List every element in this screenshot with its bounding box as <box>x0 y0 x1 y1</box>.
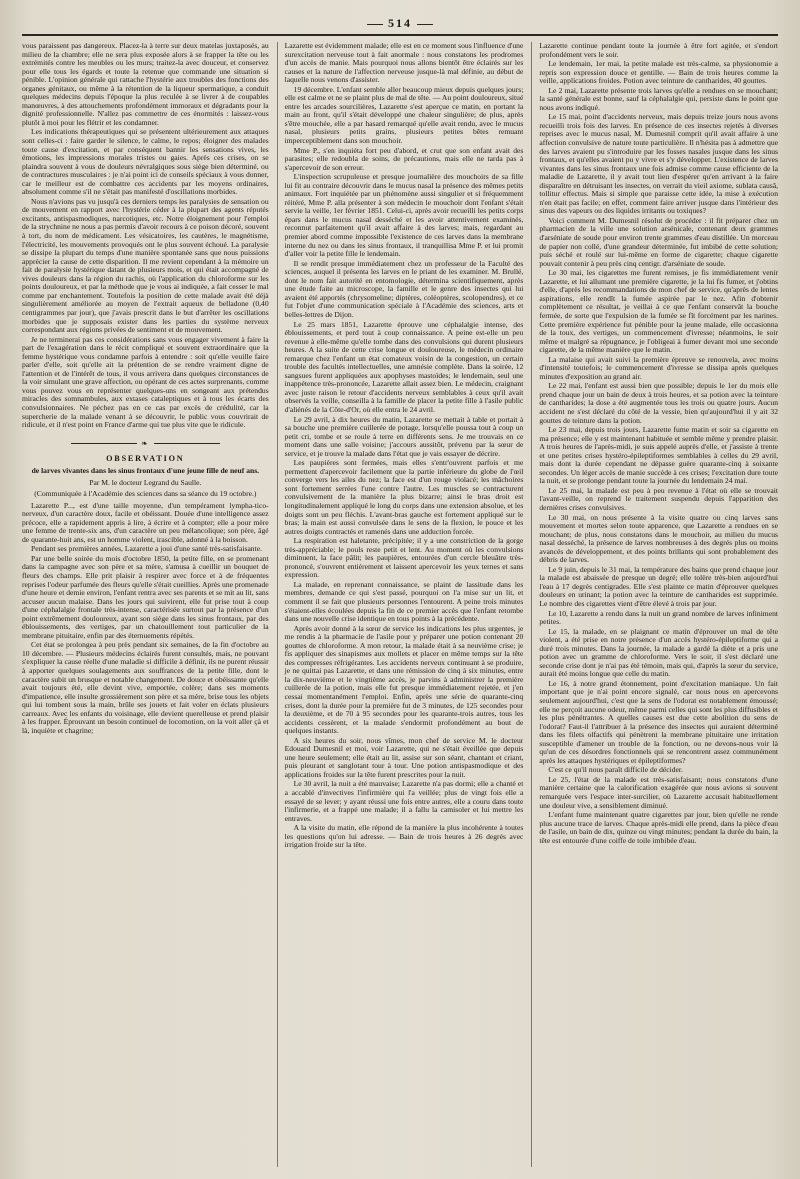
paragraph: Le 23 mai, depuis trois jours, Lazarette fume matin et soir sa cigarette en ma présence; elle y est maintenant habituée et semble même y prendre plaisir. A trois heures de l'après-midi, je suis appelé auprès d'elle, et j'assiste à trente et une petites crises hystéro-épileptiformes semblables à celles du 29 avril, mais dont la durée cependant ne dépasse guère quarante-cinq à soixante secondes. Un léger accès de manie succède à ces crises; l'excitation dure toute la nuit, et se prolonge pendant toute la journée du lendemain 24 mai. <box>539 425 778 486</box>
paragraph: Le 2 mai, Lazarette présente trois larves qu'elle a rendues en se mouchant; la santé générale est bonne, sauf la céphalalgie qui, persiste dans le point que nous avons indiqué. <box>539 85 778 112</box>
paragraph: Le 9 juin, depuis le 31 mai, la température des bains que prend chaque jour la malade est abaissée de presque un degré; elle tolère très-bien aujourd'hui l'eau à 17 degrés centigrades. Elle s'est plainte ce matin d'éprouver quelques douleurs en urinant; la potion avec la teinture de cantharides est supprimée. Le nombre des cigarettes vient d'être élevé à trois par jour. <box>539 564 778 608</box>
paragraph: Je ne terminerai pas ces considérations sans vous engager vivement à faire la part de l'exagération dans le récit compliqué et souvent extraordinaire que la femme hystérique vous condamne parfois à entendre : soit qu'elle veuille faire parler d'elle, soit qu'elle ait la prétention de se rendre vraiment digne de l'attention et de l'intérêt de tous, il vous arrivera dans quelques circonstances de la voir simulant une grave affection, ou opérant de ces actes surprenants, comme vous pouvez vous en représenter quelques-uns en songeant aux prétendus miracles des somnambules, aux extases cataleptiques et à tous les écarts des convulsionnaires. Ne péchez pas en ce cas par excès de crédulité, car la supercherie de la malade venant à se découvrir, le public vous couvrirait de ridicule, et il n'est point en France d'arme qui tue plus vite que le ridicule. <box>22 334 269 430</box>
paragraph: Le 16, à notre grand étonnement, point d'excitation maniaque. Un fait important que je n'ai point encore signalé, car nous nous en apercevons seulement aujourd'hui, c'est que la sens de l'odorat est notablement émoussé; elle ne perçoit aucune odeur, même parmi celles qui sont les plus diffusibles et les plus pénétrantes. A quelles causes est due cette abolition du sens de l'odorat? Faut-il l'attribuer à la présence des insectes qui auraient déterminé dans les filets olfactifs qui pénètrent la membrane pituitaire une irritation susceptible d'amener un trouble de la fonction, ou ne devons-nous voir là qu'un de ces désordres fonctionnels qui se rencontrent assez communément après les attaques hystériques et épileptiformes? <box>539 678 778 765</box>
paragraph: Voici comment M. Dumesnil résolut de procéder : il fit préparer chez un pharmacien de la ville une solution arsénicale, contenant deux grammes d'arséniate de soude pour environ trente grammes d'eau distillée. Un morceau de papier non collé, d'une grandeur déterminée, fut imbibé de cette solution; puis séché et roulé sur lui-même en forme de cigarette; chaque cigarette pouvait contenir à peu près cinq centigr. d'arséniate de soude. <box>539 215 778 268</box>
observation-author: Par M. le docteur Legrand du Saulle. <box>89 477 202 487</box>
paragraph: La malaise qui avait suivi la première épreuve se renouvela, avec moins d'intensité toutefois; le commencement d'ivresse se dissipa après quelques minutes d'exposition au grand air. <box>539 354 778 381</box>
paragraph: Les paupières sont fermées, mais elles s'entr'ouvrent parfois et me permettent d'apercevoir facilement que la partie inférieure du globe de l'œil converge vers les ailes du nez; la face est d'un rouge violacé; les mâchoires sont fortement serrées l'une contre l'autre. Les muscles se contracturent convulsivement de la manière la plus bizarre; ainsi le bras droit est longitudinalement appliqué le long du corps dans une extension absolue, et les doigts sont un peu fléchis. L'avant-bras gauche est fortement appliqué sur le bras; la main est aussi convulsée dans le sens de la flexion, le pouce et les autres doigts contractés et ramenés dans une adduction forcée. <box>284 458 524 536</box>
column-right <box>531 42 778 1167</box>
text-columns <box>22 42 778 1167</box>
paragraph: Les indications thérapeutiques qui se présentent ultérieurement aux attaques sont celles-ci : faire garder le silence, le calme, le repos; éloigner des malades toute cause d'excitation, et par conséquent bannir les sensations vives, les émotions, les impressions morales tristes ou gaies. Après ces crises, on se plaindra souvent à vous de douleurs névralgiques sous siège bien déterminé, ou de contractures musculaires : je n'ai point ici de conseils spéciaux à vous donner, car le meilleur est de combattre ces accidents par les moyens ordinaires, absolument comme s'il ne s'était pas manifesté d'oscillations morbides. <box>22 127 269 197</box>
paragraph: Par une belle soirée du mois d'octobre 1850, la petite fille, en se promenant dans la campagne avec son père et sa mère, s'amusa à cueillir un bouquet de fleurs des champs. Elle prit plaisir à respirer avec force et à de fréquentes reprises l'odeur parfumée des fleurs qu'elle s'était cueillies. Après une promenade d'une heure et demie environ, l'enfant rentra avec ses parents et se mit au lit, sans accuser aucun malaise. Dans les jours qui suivirent, elle fut prise tout à coup d'une céphalalgie frontale très-intense, caractérisée surtout par la présence d'un point extrêmement douloureux, ayant son siège dans les sinus frontaux, par des éblouissements, des vertiges, par un chatouillement tout particulier de la membrane pituitaire, enfin par des éternuements répétés. <box>22 553 269 640</box>
paragraph: Le 15 mai, point d'accidents nerveux, mais depuis treize jours nous avons recueilli trois fois des larves. En présence de ces insectes rejetés à diverses reprises avec le mucus nasal, M. Dumesnil comprit qu'il avait affaire à une affection convulsive de nature toute particulière. Il n'hésita pas à admettre que des larves avaient pu s'introduire par les fosses nasales jusque dans les sinus frontaux, et qu'elles avaient pu y vivre et s'y développer. L'existence de larves vivantes dans les sinus frontaux une fois admise comme cause efficiente de la maladie de Lazarette, il y avait tout lieu d'espérer qu'en arrivant à la faire disparaître en détruisant les insectes, on verrait du vieil axiome, sublata causâ, tollitur effectus. Mais si simple que paraisse cette idée, la mise à exécution n'en était pas facile; en effet, comment faire arriver jusque dans l'intérieur des sinus des vapeurs ou des liquides irritants ou toxiques? <box>539 112 778 216</box>
paragraph: Le 25, l'état de la malade est très-satisfaisant; nous constatons d'une manière certaine que la calorification exagérée que nous avions si souvent remarquée vers l'espace inter-surcilier, où Lazarette accusait habituellement une douleur vive, a sensiblement diminué. <box>539 774 778 810</box>
paragraph: Le 30 mai, on nous présente à la visite quatre ou cinq larves sans mouvement et mortes selon toute apparence, que Lazarette a rendues en se mouchant; de plus, nous constatons dans le mouchoir, au milieu du mucus nasal desséché, la présence de larves nombreuses à des degrés plus ou moins avancés de développement, et des points brillants qui sont probablement des débris de larves. <box>539 512 778 565</box>
paragraph: vous paraissent pas dangereux. Placez-la à terre sur deux matelas juxtaposés, au milieu de la chambre; elle ne sera plus exposée alors à se frapper la tête ou les extrémités contre les meubles ou les murs; traitez-la avec douceur, et conservez pour elle tous les égards et toute la retenue que commande une situation si pénible. L'opinion générale qui rattache l'hystérie aux troubles des fonctions des organes génitaux, ou même à la rétention de la liqueur spermatique, a conduit quelques médecins depuis l'époque la plus reculée à se livrer à de coupables manœuvres, à des attouchements profondément immoraux et dégradants pour la dignité professionnelle. N'allez pas commettre de ces énormités : laissez-vous plutôt à moi pour les flétrir et les condamner. <box>22 42 269 127</box>
observation-title: OBSERVATION <box>106 453 185 463</box>
paragraph: Le 30 avril, la nuit a été mauvaise; Lazarette n'a pas dormi; elle a chanté et a accablé d'invectives l'infirmière qui l'a veillée; plus de vingt fois elle a essayé de se lever; y ayant réussi une fois entre autres, elle a couru dans toute l'infirmerie, et a frappé une malade; il a fallu la camisoler et lui mettre les entraves. <box>284 779 524 823</box>
page-header <box>22 14 778 36</box>
paragraph: C'est ce qu'il nous paraît difficile de décider. <box>548 765 683 775</box>
paragraph: Lazarette P..., est d'une taille moyenne, d'un tempérament lympha-tico-nerveux, d'un caractère doux, facile et obéissant. Douée d'une intelligence assez précoce, elle a rapidement appris à lire, à écrire et à compter; elle a pour mère une femme de trente-six ans, d'un caractère un peu mélancolique; son père, âgé de quarante-huit ans, est un homme violent, irascible, adonné à la boisson. <box>22 500 269 544</box>
paragraph: Le 22 mai, l'enfant est aussi bien que possible; depuis le 1er du mois elle prend chaque jour un bain de deux à trois heures, et sa potion avec la teinture de cantharides; la dose a été augmentée tous les trois ou quatre jours. Aucun accident ne s'est déclaré du côté de la vessie, bien qu'aujourd'hui il y ait 32 gouttes de teinture dans la potion. <box>539 381 778 425</box>
paragraph: Lazarette est évidemment malade; elle est en ce moment sous l'influence d'une surexcitation nerveuse tout à fait anormale : nous constatons les prodromes d'un accès de manie. Mais pourquoi nous allons bientôt être éclairés sur les causes et la nature de l'affection nerveuse jusque-là mal définie, au début de laquelle nous venons d'assister. <box>284 42 524 85</box>
column-middle <box>277 42 524 1167</box>
paragraph: Le 29 avril, à dix heures du matin, Lazarette se mettait à table et portait à sa bouche une première cuillerée de potage, lorsqu'elle poussa tout à coup un petit cri, tombe et se roule à terre en différents sens. Je me trouvais en ce moment dans une salle voisine; j'accours aussitôt, prévenu par la sœur de service, et je trouve la malade dans l'état que je vais essayer de décrire. <box>284 414 524 458</box>
observation-note: (Communiquée à l'Académie des sciences dans sa séance du 19 octobre.) <box>34 488 257 498</box>
paragraph: Le 25 mai, la malade est peu à peu revenue à l'état où elle se trouvait l'avant-veille, on reprend le traitement suspendu depuis l'apparition des dernières crises convulsives. <box>539 485 778 512</box>
paragraph: Le lendemain, 1er mai, la petite malade est très-calme, sa physionomie a repris son expression douce et gentille. — Bain de trois heures comme la veille, applications froides. Potion avec teinture de cantharides, 40 gouttes. <box>539 59 778 86</box>
paragraph: Nous n'avions pas vu jusqu'à ces derniers temps les paralysies de sensation ou de mouvement en rapport avec l'hystérie céder à la plupart des agents réputés excitants, antispasmodiques, narcotiques, etc. Notre éloignement pour l'emploi de la strychnine ne nous a pas permis d'avoir recours à ce poison décoré, souvent à tort, du nom de médicament. Les vésicatoires, les cautères, le magnétisme, l'électricité, les mouvements provoqués ont le plus souvent échoué. La paralysie se dissipe la plupart du temps d'une manière spontanée sans que nous puissions apprécier la cause de cette disparition. Il me revient cependant à la mémoire un fait de paralysie hystérique datant de plusieurs mois, et qui était accompagné de vives douleurs dans la région du rachis, où l'application du chloroforme sur les points douloureux, et par la méthode que je vous ai indiquée, a fait cesser le mal comme par enchantement. Toutefois la position de cette malade avait été déjà singulièrement améliorée au moyen de l'extrait aqueux de belladone (0,40 centigrammes par jour), que j'avais prescrit dans le but d'arrêter les oscillations morbides que je supposais exister dans les parties du système nerveux correspondant aux régions privées de sentiment et de mouvement. <box>22 196 269 335</box>
page-number: 514 <box>22 16 778 31</box>
paragraph: L'enfant fume maintenant quatre cigarettes par jour, bien qu'elle ne rende plus aucune trace de larves. Chaque après-midi elle prend, dans la pièce d'eau de l'asile, un bain de dix, quinze ou vingt minutes; pendant la durée du bain, la tête est entourée d'une coiffe de toile imbibée d'eau. <box>539 810 778 845</box>
paragraph: Pendant ses premières années, Lazarette a joui d'une santé très-satisfaisante. <box>31 544 262 554</box>
paragraph: Lazarette continue pendant toute la journée à être fort agitée, et s'endort profondément vers le soir. <box>539 42 778 59</box>
paragraph: Cet état se prolongea à peu près pendant six semaines, de la fin d'octobre au 10 décembre. — Plusieurs médecins éclairés furent consultés, mais, ne pouvant s'expliquer la cause réelle d'une maladie si difficile à définir, ils ne purent réussir à apporter quelques soulagements aux souffrances de la petite fille, dont le caractère subit un brusque et notable changement. De douce et obéissante qu'elle avait toujours été, elle devint vive, emportée, colère; dans ses moments d'impatience, elle insulte grossièrement son père et sa mère, brise tous les objets qui lui tombent sous la main, brûle ses jouets et fait voler en éclats plusieurs carreaux. Avec les enfants du voisinage, elle devient querelleuse et prend plaisir à les frapper. Éprouvant un besoin continuel de locomotion, on la voit aller çà et là, inquiète et chagrine; <box>22 640 269 735</box>
column-left <box>22 42 269 1167</box>
header-rule <box>22 34 778 36</box>
paragraph: Après avoir donné à la sœur de service les indications les plus urgentes, je me rendis à la pharmacie de l'asile pour y préparer une potion contenant 20 gouttes de chloroforme. A mon retour, la malade était à sa neuvième crise; je fis appliquer des sinapismes aux mollets et placer en même temps sur la tête des compresses réfrigérantes. Les accidents nerveux continuant à se produire, je ne quittai pas Lazarette, et dans une rémission de cinq à six minutes, entre la dix-neuvième et le vingtième accès, je parvins à administrer la première cuillerée de la potion, mais elle fut presque immédiatement rejetée, et j'en cessai momentanément l'emploi. Enfin, après une série de quarante-cinq crises, dont la durée pour la première fut de 3 minutes, de 125 secondes pour la deuxième, et de 70 à 95 secondes pour les quarante-trois autres, tous les accidents cessèrent, et la malade s'endormit profondément au bout de quelques instants. <box>284 623 524 736</box>
paragraph: 19 décembre. L'enfant semble aller beaucoup mieux depuis quelques jours; elle est calme et ne se plaint plus de mal de tête. — Au point douloureux, situé entre les arcades sourcilières, Lazarette s'est aperçue ce matin, en portant la main au front, qu'il s'était développé une chaleur singulière; de plus, après s'être mouchée, elle a par hasard remarqué qu'elle avait rendu, avec le mucus nasal, plusieurs petits grains, plusieurs petites bêtes remuant imperceptiblement dans son mouchoir. <box>284 84 524 146</box>
paragraph: La malade, en reprenant connaissance, se plaint de lassitude dans les membres, demande ce qui s'est passé, pourquoi on l'a mise sur un lit, et comment il se fait que plusieurs personnes l'entourent. A peine trois minutes s'étaient-elles écoulées depuis la fin de ce premier accès que l'enfant retombe dans une nouvelle crise identique en tous points à la précédente. <box>284 579 524 624</box>
paragraph: L'inspection scrupuleuse et presque journalière des mouchoirs de sa fille lui fit au contraire découvrir dans le mucus nasal la présence des mêmes petits animaux. Fort inquiétée par un phénomène aussi singulier et si fréquemment réitéré, Mme P. alla présenter à son médecin le mouchoir dont l'enfant s'était servie la veille, 1er février 1851. Celui-ci, après avoir recueilli les petits corps épars dans le mucus nasal desséché et les avoir attentivement examinés, reconnut parfaitement qu'il avait affaire à des larves; mais, regardant au premier abord comme impossible l'existence de ces larves dans la membrane interne du nez ou dans les sinus frontaux, il tranquillisa Mme P. et lui promit d'aller voir la petite fille le lendemain. <box>284 172 524 259</box>
paragraph: A la visite du matin, elle répond de la manière la plus incohérente à toutes les questions qu'on lui adresse. — Bain de trois heures à 26 degrés avec irrigation froide sur la tête. <box>284 823 524 850</box>
observation-subtitle: de larves vivantes dans les sinus frontaux d'une jeune fille de neuf ans. <box>31 465 260 475</box>
paragraph: Le 25 mars 1851, Lazarette éprouve une céphalalgie intense, des éblouissements, et perd tout à coup connaissance. A peine est-elle un peu revenue à elle-même qu'elle tombe dans des convulsions qui durent plusieurs heures. A la suite de cette crise longue et douloureuse, le médecin ordinaire remarque chez l'enfant un état comateux voisin de la congestion, un certain trouble des facultés intellectuelles, une amnésie complète. Dans la soirée, 12 sangsues furent appliquées aux apophyses mastoïdes; le lendemain, seul une inappétence très-prononcée, Lazarette allait assez bien. Le médecin, craignant avec juste raison le retour d'accidents nerveux semblables à ceux qu'il avait observés la veille, conseilla à la famille de placer la petite fille à l'asile public d'aliénés de la Côte-d'Or, où elle entra le 24 avril. <box>284 319 524 414</box>
section-ornament: ❧ <box>22 439 269 448</box>
paragraph: Mme P., s'en inquiéta fort peu d'abord, et crut que son enfant avait des parasites; elle redoubla de soins, de précautions, mais elle ne tarda pas à s'apercevoir de son erreur. <box>284 145 524 172</box>
paragraph: La respiration est haletante, précipitée; il y a une constriction de la gorge très-appréciable; le pouls reste petit et lent. Au moment où les convulsions diminuent, la face pâlit; les paupières, entourées d'un cercle bleuâtre très-prononcé, s'ouvrent entièrement et laissent apercevoir les yeux ternes et sans expression. <box>284 536 524 580</box>
paragraph: Le 30 mai, les cigarettes me furent remises, je fis immédiatement venir Lazarette, et lui allumant une première cigarette, je la lui fis fumer, et j'obtins d'elle, d'après les recommandations de mon chef de service, qu'après de lentes aspirations, elle rendît la fumée aspirée par le nez. Afin d'obtenir complètement ce résultat, je veillai à ce que l'enfant conservât la bouche fermée, de sorte que l'expulsion de la fumée se fît forcément par les narines. Cette première expérience fut pénible pour la jeune malade, elle occasionna de la toux, des vertiges, un commencement d'ivresse; néanmoins, le soir même et malgré sa répugnance, je l'obligeai à fumer devant moi une seconde cigarette, de la même manière que le matin. <box>539 268 778 355</box>
paragraph: A six heures du soir, nous vîmes, mon chef de service M. le docteur Edouard Dumesnil et moi, voir Lazarette, qui ne s'était éveillée que depuis une heure seulement; elle était au lit, assise sur son séant, chantant et criant, puis pleurant et sanglotant tour à tour. Une potion antispasmodique et des applications froides sur la tête furent prescrites pour la nuit. <box>284 735 524 779</box>
paragraph: Le 15, la malade, en se plaignant ce matin d'éprouver un mal de tête violent, a été prise en notre présence d'un accès hystéro-épileptiforme qui a duré trois minutes. Dans la journée, la malade a gardé la diète et a pris une potion avec un gramme de chloroforme. Vers le soir, il s'est déclaré une seconde crise dont je n'ai pas été témoin, mais qui, d'après la sœur du service, aurait été moins longue que celle du matin. <box>539 626 778 679</box>
paragraph: Le 10, Lazarette a rendu dans la nuit un grand nombre de larves infiniment petites. <box>539 608 778 627</box>
paragraph: Il se rendit presque immédiatement chez un professeur de la Faculté des sciences, auquel il présenta les larves en le priant de les examiner. M. Brullé, dont le nom fait autorité en entomologie, détermina scientifiquement, après une étude faite au microscope, la famille et le genre des insectes qui lui avaient été apportés (chrysomeline; diptères, coléoptères, scolopendres), et ce fut l'objet d'une communication spéciale à l'Académie des sciences, arts et belles-lettres de Dijon. <box>284 258 524 319</box>
